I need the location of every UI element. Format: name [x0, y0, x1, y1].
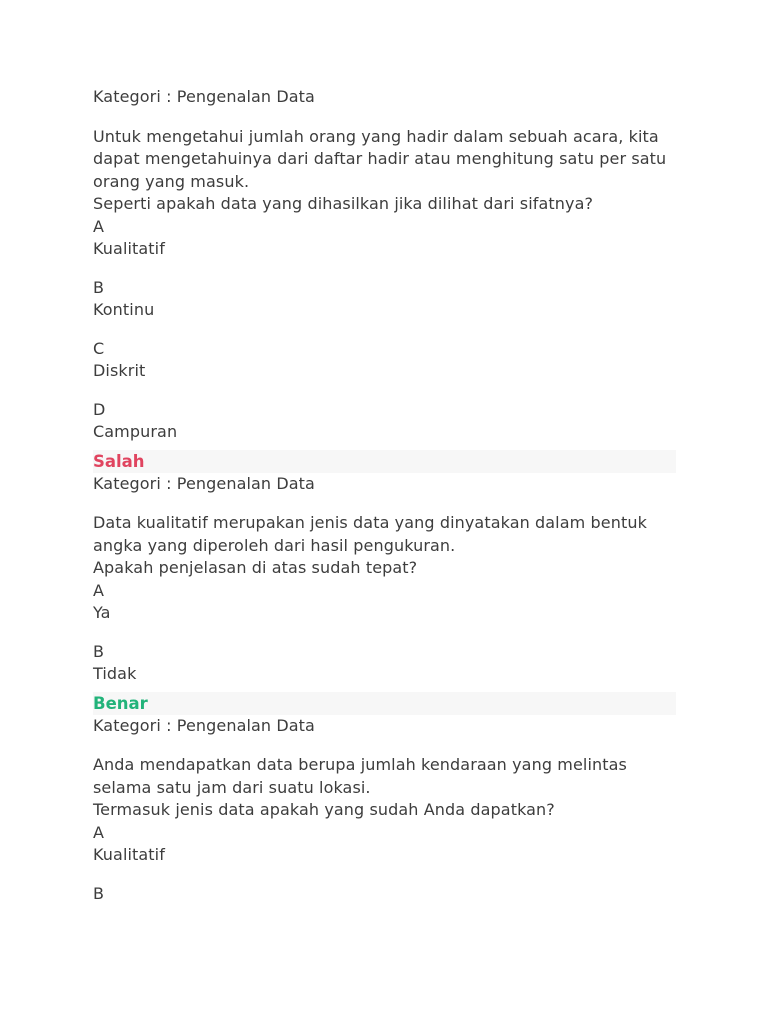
- answer-option[interactable]: [93, 399, 676, 444]
- question-text-line: angka yang diperoleh dari hasil pengukuran.: [93, 535, 456, 555]
- option-text: Diskrit: [93, 361, 146, 380]
- answer-option[interactable]: [93, 883, 676, 906]
- question-text-line: Anda mendapatkan data berupa jumlah kendaraan yang melintas: [93, 755, 627, 774]
- option-text: Kontinu: [93, 300, 155, 319]
- option-text: Campuran: [93, 422, 178, 441]
- question-category: Kategori : Pengenalan Data: [93, 473, 315, 493]
- option-letter: C: [93, 338, 105, 358]
- question-text-line: Data kualitatif merupakan jenis data yang dinyatakan dalam bentuk: [93, 513, 647, 532]
- option-letter: B: [93, 641, 105, 661]
- option-letter: D: [93, 399, 106, 419]
- question-category: Kategori : Pengenalan Data: [93, 87, 315, 106]
- result-badge-wrong: Salah: [93, 450, 676, 473]
- answer-option[interactable]: [93, 277, 676, 322]
- option-text: Kualitatif: [93, 239, 165, 258]
- question-text-line: dapat mengetahuinya dari daftar hadir atau menghitung satu per satu: [93, 149, 667, 168]
- result-badge-correct: Benar: [93, 692, 676, 715]
- option-letter: A: [93, 216, 105, 236]
- answer-option[interactable]: [93, 822, 676, 867]
- question-text-line: Seperti apakah data yang dihasilkan jika dilihat dari sifatnya?: [93, 194, 594, 213]
- question-text-line: Termasuk jenis data apakah yang sudah Anda dapatkan?: [93, 800, 555, 819]
- question-text-line: Untuk mengetahui jumlah orang yang hadir dalam sebuah acara, kita: [93, 126, 659, 146]
- question-block: [93, 86, 676, 473]
- option-letter: A: [93, 822, 105, 842]
- question-text-line: selama satu jam dari suatu lokasi.: [93, 777, 371, 797]
- question-text-line: orang yang masuk.: [93, 171, 250, 191]
- question-block: [93, 715, 676, 906]
- option-text: Ya: [93, 603, 111, 622]
- option-text: Kualitatif: [93, 845, 165, 864]
- answer-option[interactable]: [93, 641, 676, 686]
- option-letter: A: [93, 580, 105, 600]
- question-category: Kategori : Pengenalan Data: [93, 715, 315, 735]
- answer-option[interactable]: [93, 338, 676, 383]
- option-letter: B: [93, 883, 105, 903]
- question-text-line: Apakah penjelasan di atas sudah tepat?: [93, 558, 418, 577]
- option-text: Tidak: [93, 664, 137, 683]
- answer-option[interactable]: [93, 216, 676, 261]
- quiz-document: [93, 86, 676, 905]
- question-block: [93, 473, 676, 715]
- answer-option[interactable]: [93, 580, 676, 625]
- option-letter: B: [93, 277, 105, 297]
